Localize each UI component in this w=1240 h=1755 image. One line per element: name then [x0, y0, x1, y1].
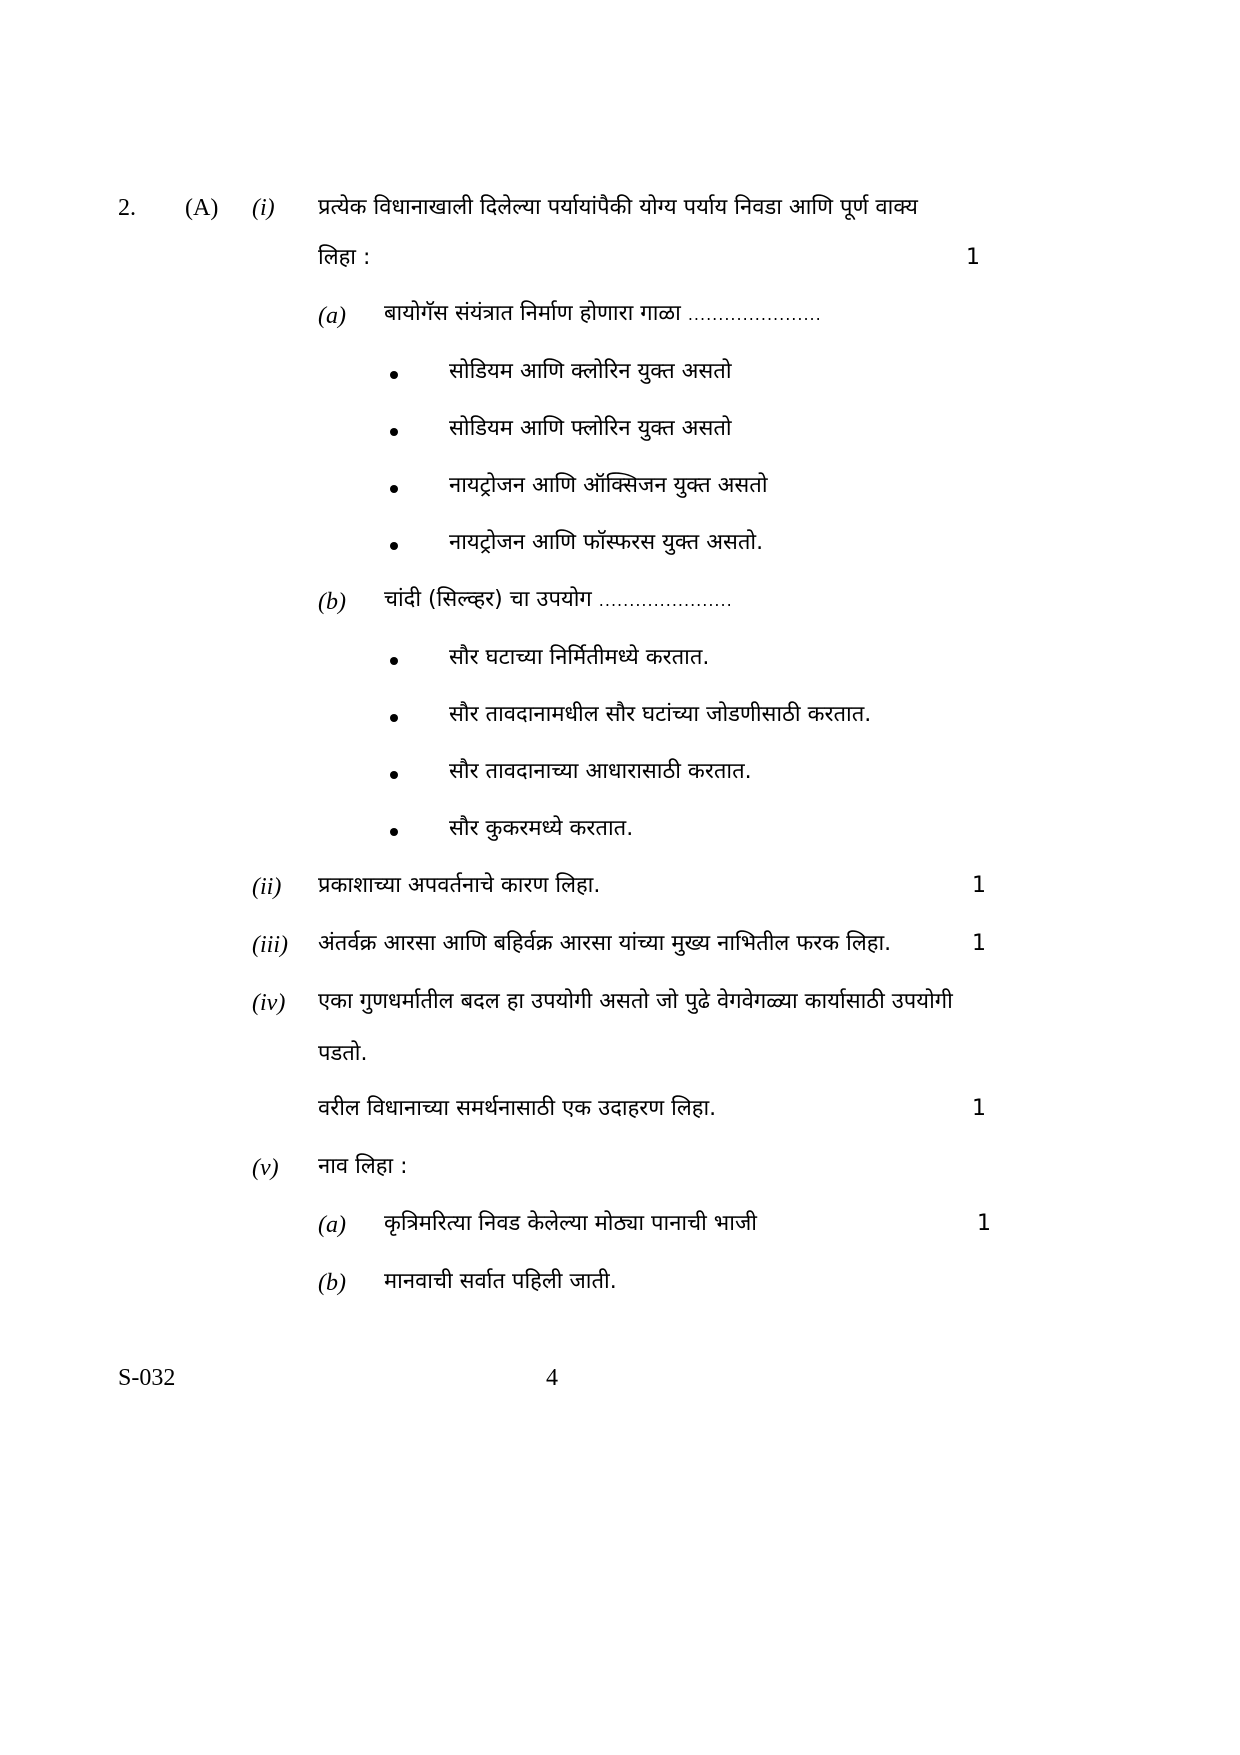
- subquestion-i-prompt-line2: लिहा :: [318, 245, 371, 270]
- subquestion-ii-label: (ii): [252, 874, 282, 900]
- subquestion-v-prompt: नाव लिहा :: [318, 1154, 408, 1179]
- subquestion-ii-text: प्रकाशाच्या अपवर्तनाचे कारण लिहा.: [318, 873, 601, 898]
- item-b-stem-text: चांदी (सिल्व्हर) चा उपयोग: [384, 587, 592, 612]
- option-b-1: सौर घटाच्या निर्मितीमध्ये करतात.: [449, 645, 710, 670]
- subquestion-iv-line3: वरील विधानाच्या समर्थनासाठी एक उदाहरण लिहा.: [318, 1096, 717, 1121]
- subquestion-iv-line1: एका गुणधर्मातील बदल हा उपयोगी असतो जो पुढे वेगवेगळ्या कार्यासाठी उपयोगी: [318, 989, 953, 1014]
- subquestion-iv-label: (iv): [252, 990, 286, 1016]
- bullet-icon: [390, 714, 398, 722]
- question-part-label: (A): [185, 195, 219, 221]
- page-number: 4: [546, 1365, 558, 1391]
- option-a-4: नायट्रोजन आणि फॉस्फरस युक्त असतो.: [449, 530, 764, 555]
- item-b-label: (b): [318, 589, 346, 615]
- subquestion-v-marks: 1: [977, 1211, 991, 1236]
- item-a-blank: ......................: [687, 305, 822, 324]
- subquestion-i-label: (i): [252, 195, 275, 221]
- option-a-2: सोडियम आणि फ्लोरिन युक्त असतो: [449, 416, 732, 441]
- item-a-stem: [384, 300, 822, 329]
- question-number: 2.: [118, 195, 136, 221]
- item-a-stem-text: बायोगॅस संयंत्रात निर्माण होणारा गाळा: [384, 301, 681, 326]
- option-b-2: सौर तावदानामधील सौर घटांच्या जोडणीसाठी करतात.: [449, 702, 872, 727]
- subquestion-i-marks: 1: [966, 245, 980, 270]
- option-b-4: सौर कुकरमध्ये करतात.: [449, 816, 634, 841]
- option-a-3: नायट्रोजन आणि ऑक्सिजन युक्त असतो: [449, 473, 768, 498]
- option-b-3: सौर तावदानाच्या आधारासाठी करतात.: [449, 759, 752, 784]
- subquestion-v-label: (v): [252, 1155, 279, 1181]
- bullet-icon: [390, 657, 398, 665]
- subquestion-v-a-label: (a): [318, 1212, 346, 1238]
- item-a-label: (a): [318, 303, 346, 329]
- option-a-1: सोडियम आणि क्लोरिन युक्त असतो: [449, 359, 732, 384]
- paper-code: S-032: [118, 1365, 176, 1391]
- subquestion-iv-line2: पडतो.: [318, 1041, 368, 1066]
- bullet-icon: [390, 371, 398, 379]
- item-b-blank: ......................: [598, 591, 733, 610]
- bullet-icon: [390, 542, 398, 550]
- subquestion-iii-label: (iii): [252, 932, 288, 958]
- bullet-icon: [390, 828, 398, 836]
- subquestion-v-b-label: (b): [318, 1270, 346, 1296]
- bullet-icon: [390, 428, 398, 436]
- subquestion-iv-marks: 1: [972, 1096, 986, 1121]
- subquestion-iii-text: अंतर्वक्र आरसा आणि बहिर्वक्र आरसा यांच्या मुख्य नाभितील फरक लिहा.: [318, 931, 892, 956]
- subquestion-v-a-text: कृत्रिमरित्या निवड केलेल्या मोठ्या पानाची भाजी: [384, 1211, 757, 1236]
- subquestion-v-b-text: मानवाची सर्वात पहिली जाती.: [384, 1269, 617, 1294]
- subquestion-ii-marks: 1: [972, 873, 986, 898]
- subquestion-iii-marks: 1: [972, 931, 986, 956]
- bullet-icon: [390, 485, 398, 493]
- item-b-stem: [384, 586, 733, 615]
- subquestion-i-prompt-line1: प्रत्येक विधानाखाली दिलेल्या पर्यायांपैकी योग्य पर्याय निवडा आणि पूर्ण वाक्य: [318, 195, 918, 220]
- bullet-icon: [390, 771, 398, 779]
